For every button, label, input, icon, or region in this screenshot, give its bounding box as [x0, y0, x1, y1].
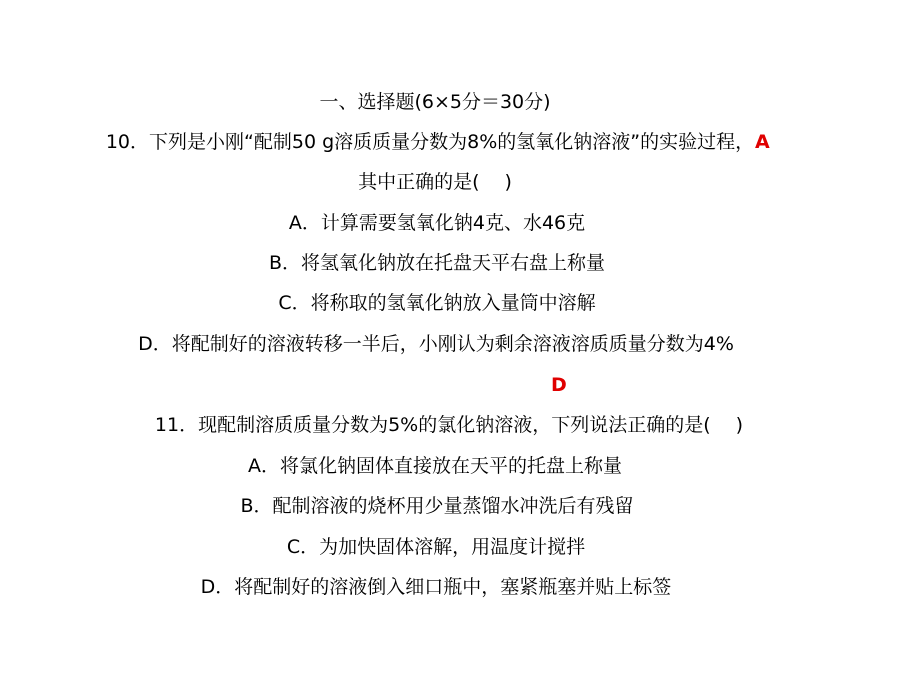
q10-stem-line-2: 其中正确的是( ) [358, 171, 512, 193]
q10-option-d: D．将配制好的溶液转移一半后，小刚认为剩余溶液溶质质量分数为4% [138, 333, 734, 355]
q10-option-a: A．计算需要氢氧化钠4克、水46克 [288, 212, 586, 234]
q10-answer: A [755, 131, 770, 153]
q10-option-c: C．将称取的氢氧化钠放入量筒中溶解 [278, 292, 596, 314]
q11-option-d: D．将配制好的溶液倒入细口瓶中，塞紧瓶塞并贴上标签 [200, 576, 672, 598]
q11-answer: D [551, 374, 567, 396]
q11-option-b: B．配制溶液的烧杯用少量蒸馏水冲洗后有残留 [240, 495, 634, 517]
q10-option-b: B．将氢氧化钠放在托盘天平右盘上称量 [268, 252, 606, 274]
q11-stem: 11．现配制溶质质量分数为5%的氯化钠溶液，下列说法正确的是( ) [154, 414, 744, 436]
q11-option-a: A．将氯化钠固体直接放在天平的托盘上称量 [248, 455, 622, 477]
section-title: 一、选择题(6×5分＝30分) [319, 91, 551, 113]
q11-option-c: C．为加快固体溶解，用温度计搅拌 [286, 536, 586, 558]
q10-stem-line-1: 10．下列是小刚“配制50 g溶质质量分数为8%的氢氧化钠溶液”的实验过程， [105, 131, 755, 153]
